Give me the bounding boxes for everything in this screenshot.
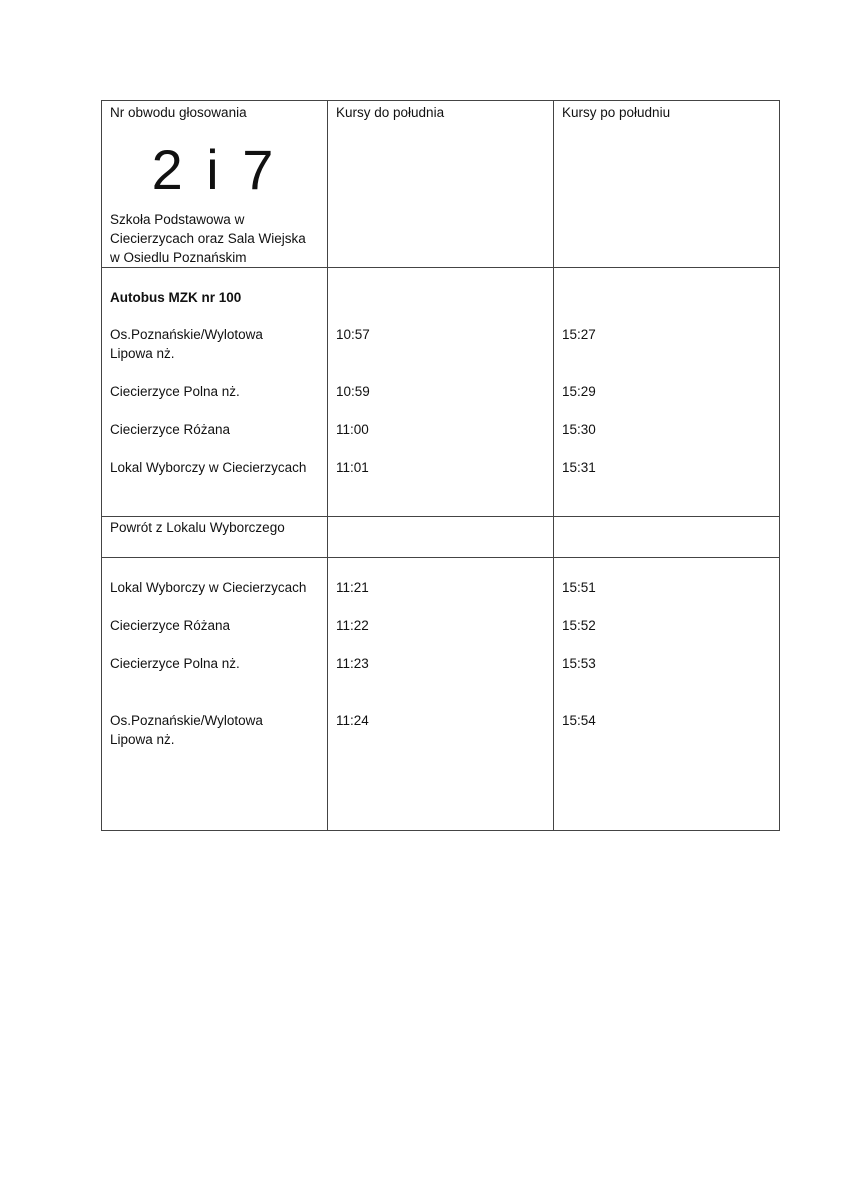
stop-name-line: Ciecierzyce Różana — [110, 618, 231, 633]
outbound-morning-cell — [328, 268, 554, 517]
outbound-afternoon-cell — [554, 268, 780, 517]
outbound-stop-3 — [110, 420, 319, 439]
outbound-stops-cell — [102, 268, 328, 517]
time-value: 15:29 — [562, 384, 596, 399]
empty-cell — [328, 517, 554, 558]
stop-name-line: Os.Poznańskie/Wylotowa — [110, 327, 263, 342]
return-stop-1 — [110, 578, 319, 597]
time-value: 11:24 — [336, 713, 369, 728]
time-value: 15:52 — [562, 618, 596, 633]
stop-name-line: Lokal Wyborczy w Ciecierzycach — [110, 580, 307, 595]
bus-schedule-table — [101, 100, 780, 831]
outbound-stop-4 — [110, 458, 319, 477]
stop-name-line: Lokal Wyborczy w Ciecierzycach — [110, 460, 307, 475]
header-row — [102, 101, 780, 268]
morning-header-label: Kursy do południa — [336, 105, 445, 120]
time-value: 11:21 — [336, 580, 369, 595]
time-value: 15:54 — [562, 713, 596, 728]
return-stop-3 — [110, 654, 319, 673]
location-line-1: Szkoła Podstawowa w — [110, 212, 245, 227]
return-title-cell — [102, 517, 328, 558]
afternoon-header-cell — [554, 101, 780, 268]
time-value: 15:27 — [562, 327, 596, 342]
location-line-3: w Osiedlu Poznańskim — [110, 250, 247, 265]
location-line-2: Ciecierzycach oraz Sala Wiejska — [110, 231, 306, 246]
time-value: 11:22 — [336, 618, 369, 633]
time-value: 11:01 — [336, 460, 369, 475]
return-morning-cell — [328, 558, 554, 831]
outbound-stop-2 — [110, 382, 319, 401]
time-value: 10:57 — [336, 327, 370, 342]
stop-name-line: Lipowa nż. — [110, 346, 175, 361]
morning-header-cell — [328, 101, 554, 268]
time-value: 10:59 — [336, 384, 370, 399]
time-value: 15:30 — [562, 422, 596, 437]
stop-name-line: Lipowa nż. — [110, 732, 175, 747]
outbound-stop-1 — [110, 325, 319, 363]
return-row — [102, 558, 780, 831]
stop-name-line: Ciecierzyce Różana — [110, 422, 231, 437]
time-value: 11:23 — [336, 656, 369, 671]
precinct-label: Nr obwodu głosowania — [110, 105, 247, 120]
return-title: Powrót z Lokalu Wyborczego — [110, 520, 285, 535]
time-value: 11:00 — [336, 422, 369, 437]
return-stop-2 — [110, 616, 319, 635]
stop-name-line: Ciecierzyce Polna nż. — [110, 656, 240, 671]
stop-name-line: Ciecierzyce Polna nż. — [110, 384, 240, 399]
precinct-cell — [102, 101, 328, 268]
return-stops-cell — [102, 558, 328, 831]
return-stop-4 — [110, 711, 319, 749]
time-value: 15:31 — [562, 460, 596, 475]
time-value: 15:51 — [562, 580, 596, 595]
precinct-number: 2 i 7 — [151, 138, 278, 201]
empty-cell — [554, 517, 780, 558]
return-title-row — [102, 517, 780, 558]
bus-label: Autobus MZK nr 100 — [110, 290, 242, 305]
return-afternoon-cell — [554, 558, 780, 831]
outbound-row — [102, 268, 780, 517]
afternoon-header-label: Kursy po południu — [562, 105, 671, 120]
stop-name-line: Os.Poznańskie/Wylotowa — [110, 713, 263, 728]
time-value: 15:53 — [562, 656, 596, 671]
